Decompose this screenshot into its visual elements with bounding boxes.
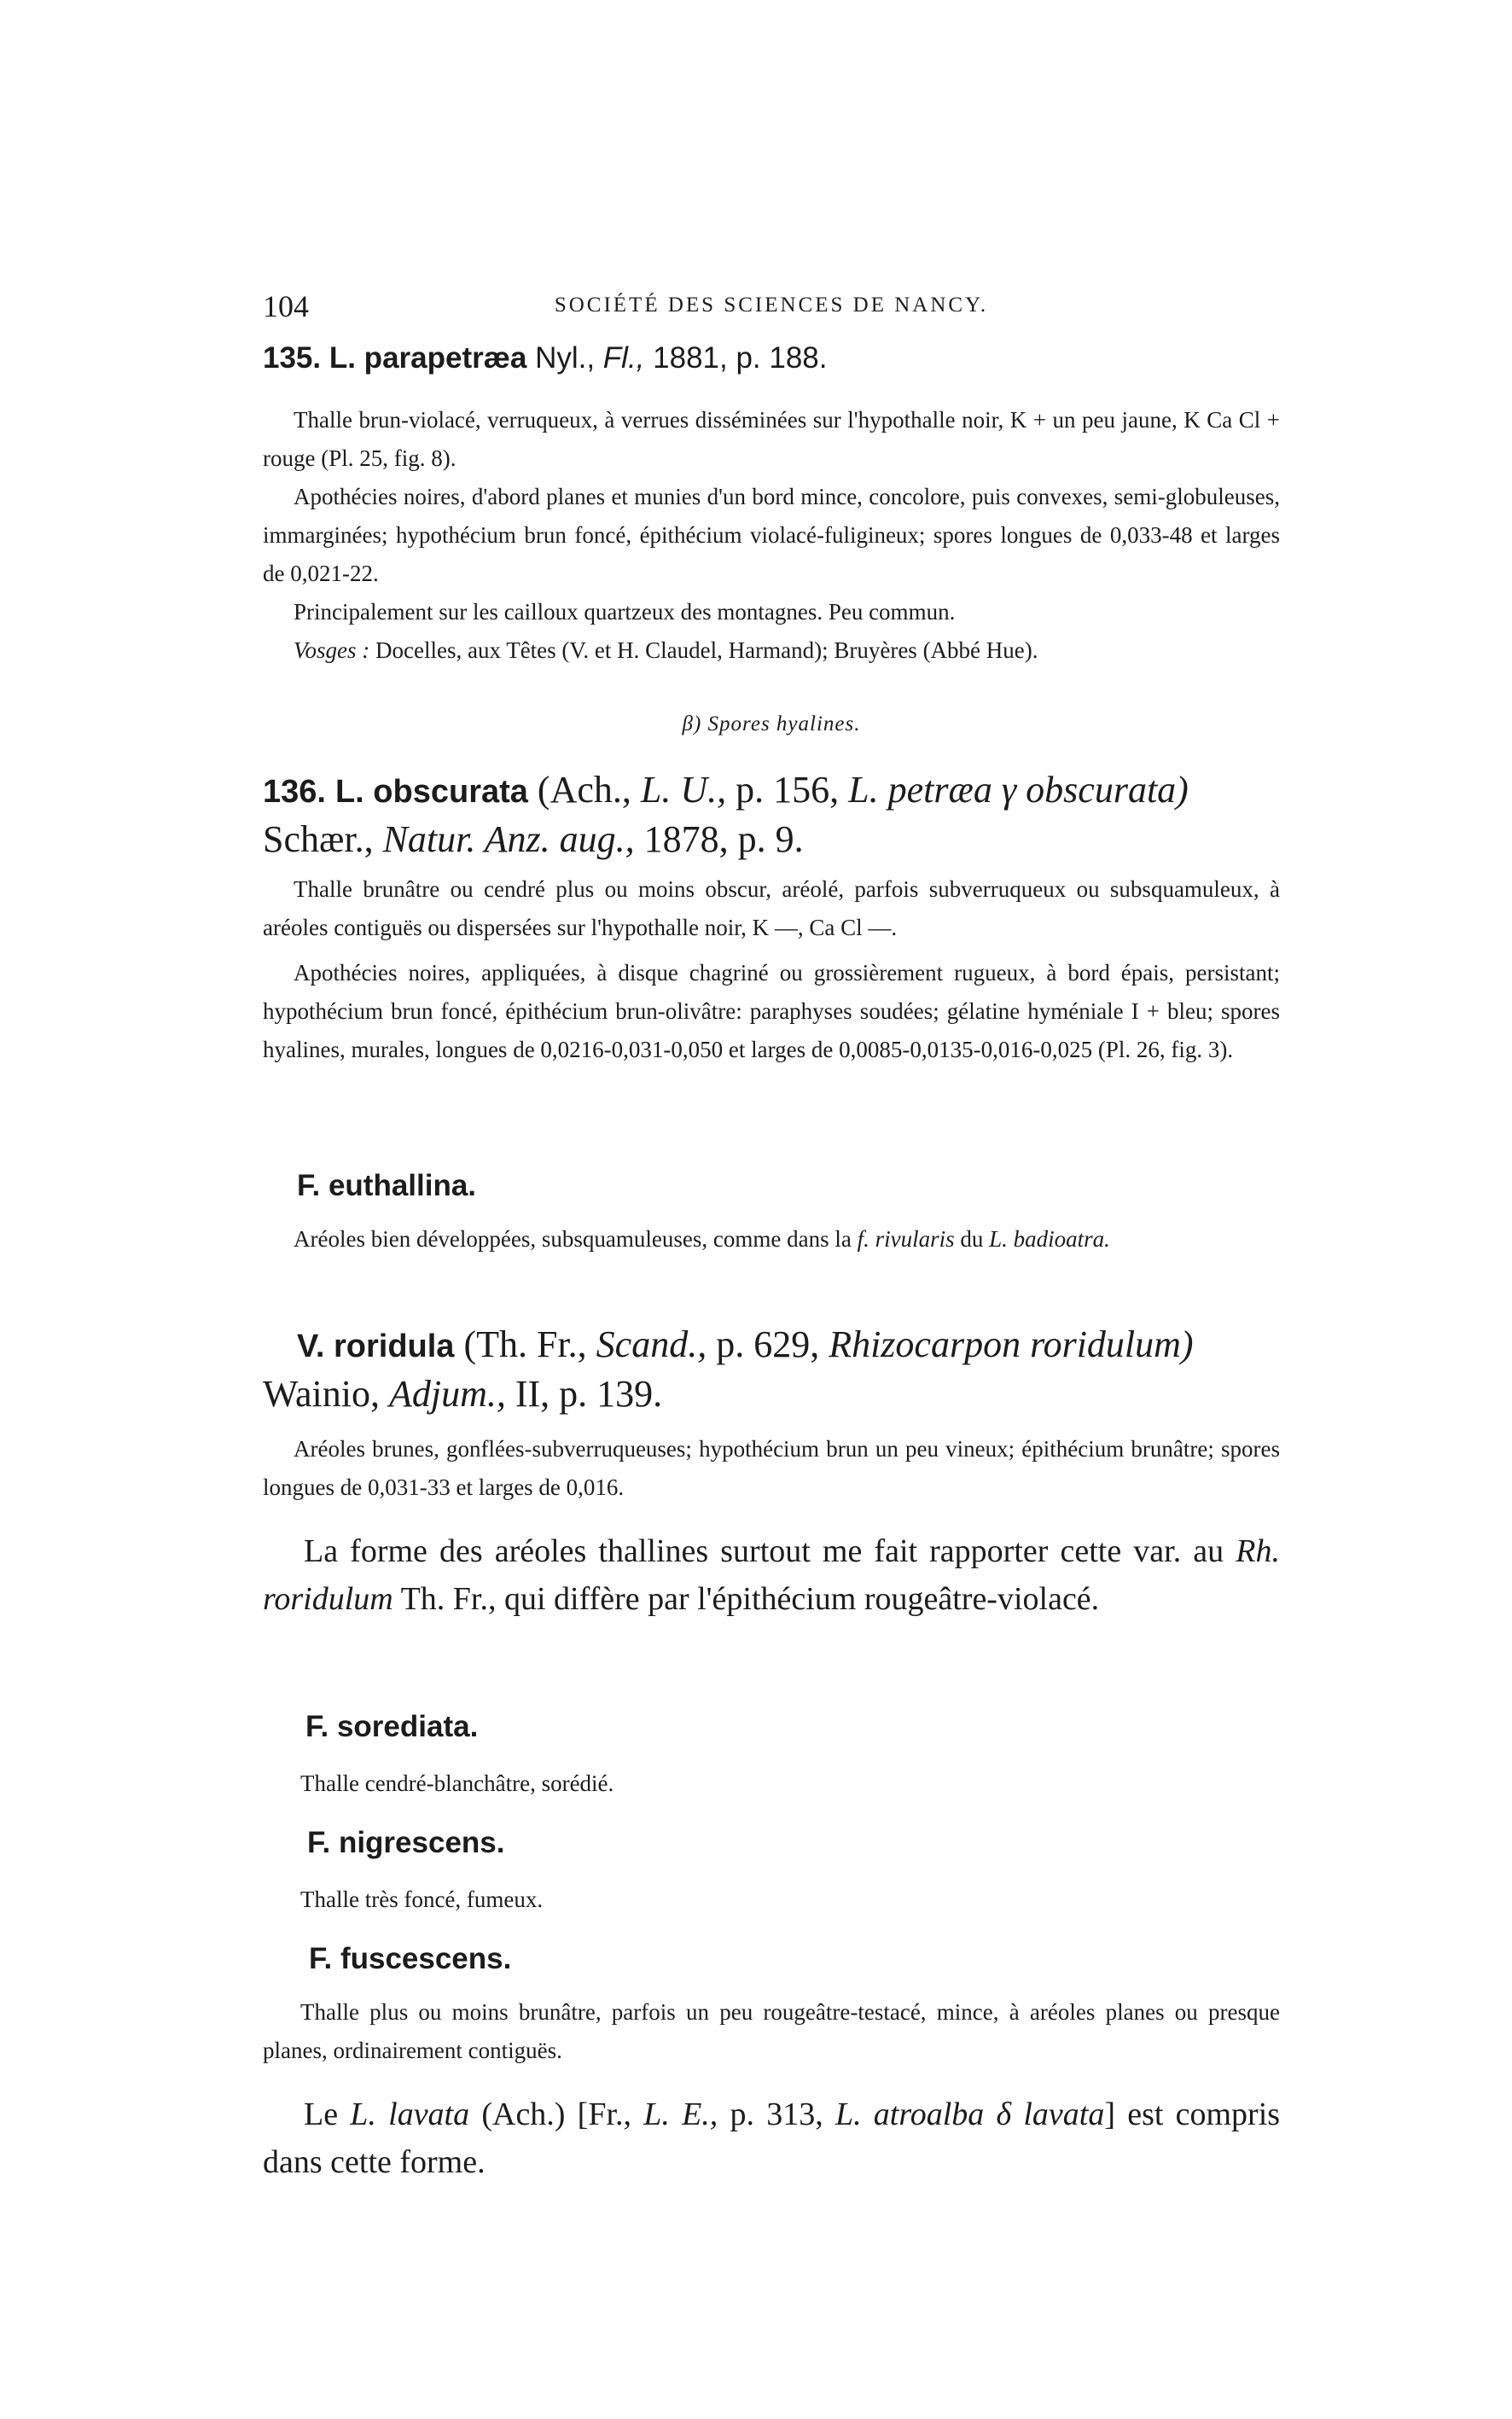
- journal-title: SOCIÉTÉ DES SCIENCES DE NANCY.: [554, 294, 989, 317]
- form-fuscescens-heading: F. fuscescens.: [309, 1942, 512, 1975]
- form-description: Aréoles bien développées, subsquamuleuses, comme dans la f. rivularis du L. badioatra.: [294, 1226, 1110, 1252]
- synonym: L. petræa γ obscurata): [848, 769, 1189, 811]
- authority: Schær.,: [263, 818, 374, 860]
- paragraph-thalle: Thalle brunâtre ou cendré plus ou moins obscur, aréolé, parfois subverruqueux ou subsquamuleux, à aréoles contiguës ou dispersées sur l'hypothalle noir, K —, Ca Cl —.: [263, 876, 1280, 940]
- variety-name: V. roridula: [297, 1329, 455, 1364]
- paragraph-thalle: Thalle brun-violacé, verruqueux, à verrues disséminées sur l'hypothalle noir, K + un peu jaune, K Ca Cl + rouge (Pl. 25, fig. 8).: [263, 407, 1280, 471]
- entry-135-body: [263, 401, 1280, 670]
- region-label: Vosges :: [294, 637, 370, 663]
- variety-roridula-note: [263, 1527, 1280, 1623]
- form-euthallina-body: [263, 1220, 1280, 1259]
- form-fuscescens-body: Thalle plus ou moins brunâtre, parfois un peu rougeâtre-testacé, mince, à aréoles planes ou presque planes, ordinairement contiguës.: [263, 1999, 1280, 2063]
- subsection-row: [263, 712, 1280, 743]
- taxon-author: Nyl.,: [535, 341, 596, 375]
- form-sorediata-body: Thalle cendré-blanchâtre, sorédié.: [300, 1771, 614, 1796]
- variety-roridula-heading: V. roridula (Th. Fr., Scand., p. 629, Rhizocarpon roridulum) Wainio, Adjum., II, p. 139.: [263, 1323, 1194, 1415]
- form-title: F. euthallina.: [297, 1169, 477, 1202]
- entry-number: 135.: [263, 341, 322, 375]
- citation-work: L. U.,: [640, 769, 727, 811]
- paragraph-habitat: Principalement sur les cailloux quartzeux des montagnes. Peu commun.: [294, 599, 956, 625]
- running-head: [263, 288, 1280, 326]
- citation-page: 1881, p. 188.: [653, 341, 828, 375]
- paragraph-apothecies: Apothécies noires, d'abord planes et munies d'un bord mince, concolore, puis convexes, semi-globuleuses, immarginées; hypothécium brun foncé, épithécium violacé-fuligineux; spores longues de 0,033-48 et larges de 0,021-22.: [263, 484, 1280, 586]
- taxon-name: L. obscurata: [334, 774, 528, 810]
- entry-135-heading: [263, 340, 1280, 377]
- taxon-name: L. parapetræa: [329, 341, 527, 375]
- paragraph-localities: [263, 631, 1280, 670]
- citation-author: (Ach.,: [537, 769, 631, 811]
- form-euthallina-heading: [263, 1167, 1280, 1205]
- form-nigrescens-body: Thalle très foncé, fumeux.: [300, 1887, 544, 1912]
- note-paragraph: La forme des aréoles thallines surtout me fait rapporter cette var. au Rh. roridulum Th. Fr., qui diffère par l'épithécium rougeâtre-violacé.: [263, 1533, 1280, 1617]
- entry-136-body: [263, 870, 1280, 1069]
- page-number: 104: [263, 289, 309, 323]
- locality-list: Docelles, aux Têtes (V. et H. Claudel, Harmand); Bruyères (Abbé Hue).: [375, 637, 1038, 663]
- authority-year: 1878, p. 9.: [643, 818, 804, 860]
- citation-work: Fl.,: [602, 341, 645, 375]
- variety-description: Aréoles brunes, gonflées-subverruqueuses; hypothécium brun un peu vineux; épithécium brunâtre; spores longues de 0,031-33 et larges de 0,016.: [263, 1436, 1280, 1500]
- authority-work: Natur. Anz. aug.,: [382, 818, 635, 860]
- entry-number: 136.: [263, 774, 326, 810]
- entry-136-heading: [263, 766, 1280, 864]
- citation-page: p. 156,: [736, 769, 840, 811]
- form-nigrescens-heading: F. nigrescens.: [307, 1826, 505, 1859]
- subsection-heading: β) Spores hyalines.: [682, 712, 861, 736]
- form-sorediata-heading: F. sorediata.: [305, 1710, 479, 1743]
- closing-paragraph: Le L. lavata (Ach.) [Fr., L. E., p. 313, L. atroalba δ lavata] est compris dans cette forme.: [263, 2096, 1281, 2180]
- paragraph-apothecies: Apothécies noires, appliquées, à disque chagriné ou grossièrement rugueux, à bord épais, persistant; hypothécium brun foncé, épithécium brun-olivâtre: paraphyses soudées; gélatine hyméniale I + bleu; spores hyalines, murales, longues de 0,0216-0,031-0,050 et larges de 0,0085-0,0135-0,016-0,025 (Pl. 26, fig. 3).: [263, 960, 1280, 1062]
- variety-roridula-body: [263, 1430, 1280, 1507]
